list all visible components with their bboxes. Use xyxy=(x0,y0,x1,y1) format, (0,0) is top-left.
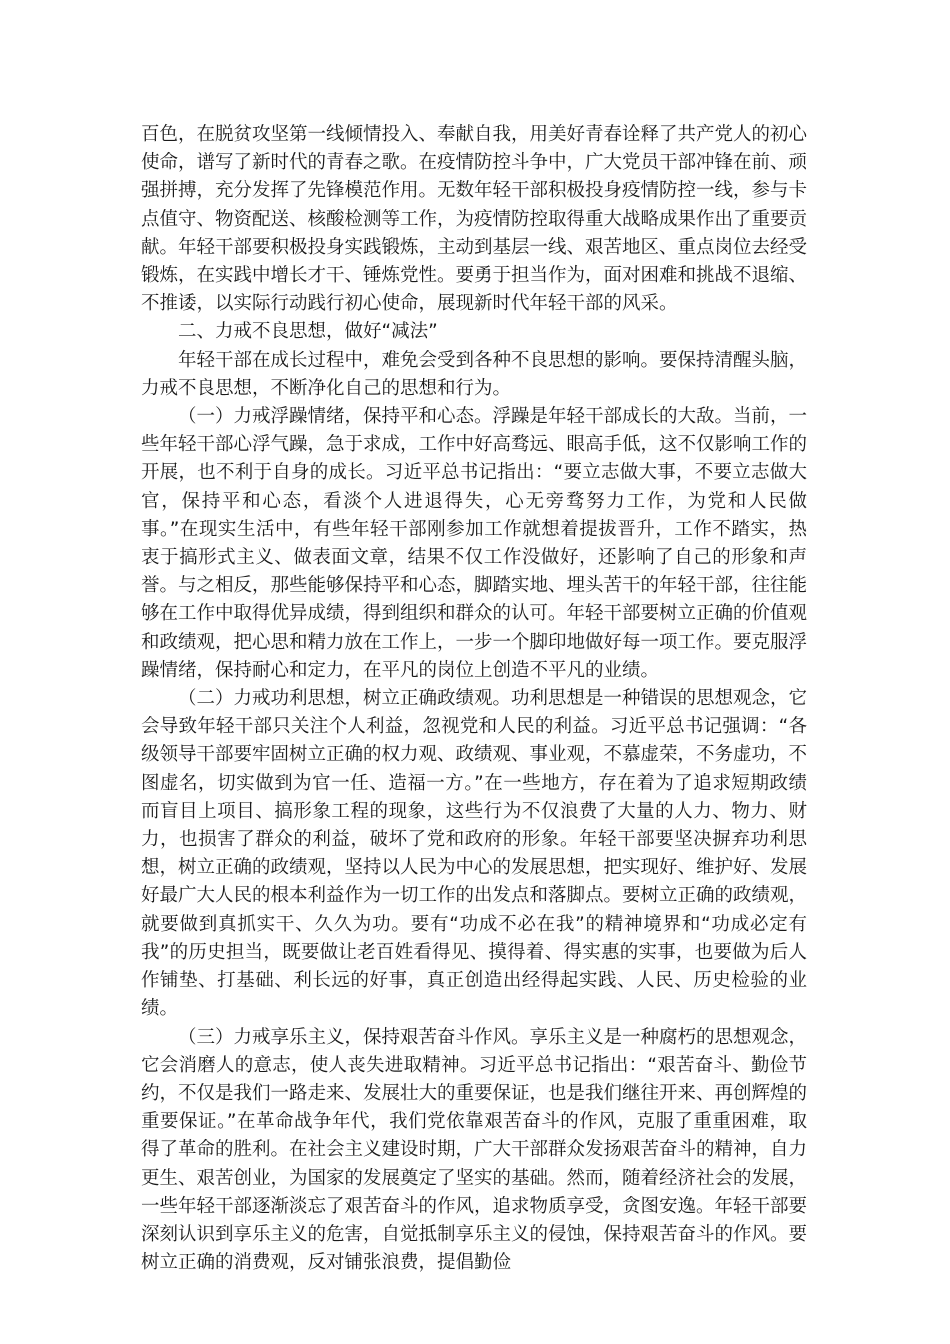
paragraph-item-3: （三）力戒享乐主义，保持艰苦奋斗作风。享乐主义是一种腐朽的思想观念，它会消磨人的意志，使人丧失进取精神。习近平总书记指出：“艰苦奋斗、勤俭节约，不仅是我们一路走来、发展壮大的重要保证，也是我们继往开来、再创辉煌的重要保证。”在革命战争年代，我们党依靠艰苦奋斗的作风，克服了重重困难，取得了革命的胜利。在社会主义建设时期，广大干部群众发扬艰苦奋斗的精神，自力更生、艰苦创业，为国家的发展奠定了坚实的基础。然而，随着经济社会的发展，一些年轻干部逐渐淡忘了艰苦奋斗的作风，追求物质享受，贪图安逸。年轻干部要深刻认识到享乐主义的危害，自觉抵制享乐主义的侵蚀，保持艰苦奋斗的作风。要树立正确的消费观，反对铺张浪费，提倡勤俭 xyxy=(141,1026,808,1274)
paragraph-continuation: 百色，在脱贫攻坚第一线倾情投入、奉献自我，用美好青春诠释了共产党人的初心使命，谱写了新时代的青春之歌。在疫情防控斗争中，广大党员干部冲锋在前、顽强拼搏，充分发挥了先锋模范作用。无数年轻干部积极投身疫情防控一线，参与卡点值守、物资配送、核酸检测等工作，为疫情防控取得重大战略成果作出了重要贡献。年轻干部要积极投身实践锻炼，主动到基层一线、艰苦地区、重点岗位去经受锻炼，在实践中增长才干、锤炼党性。要勇于担当作为，面对困难和挑战不退缩、不推诿，以实际行动践行初心使命，展现新时代年轻干部的风采。 xyxy=(141,124,808,315)
paragraph-intro: 年轻干部在成长过程中，难免会受到各种不良思想的影响。要保持清醒头脑，力戒不良思想，不断净化自己的思想和行为。 xyxy=(141,349,808,399)
section-heading: 二、力戒不良思想，做好“减法” xyxy=(178,321,438,343)
paragraph-item-2: （二）力戒功利思想，树立正确政绩观。功利思想是一种错误的思想观念，它会导致年轻干部只关注个人利益，忽视党和人民的利益。习近平总书记强调：“各级领导干部要牢固树立正确的权力观、政绩观、事业观，不慕虚荣，不务虚功，不图虚名，切实做到为官一任、造福一方。”在一些地方，存在着为了追求短期政绩而盲目上项目、搞形象工程的现象，这些行为不仅浪费了大量的人力、物力、财力，也损害了群众的利益，破坏了党和政府的形象。年轻干部要坚决摒弃功利思想，树立正确的政绩观，坚持以人民为中心的发展思想，把实现好、维护好、发展好最广大人民的根本利益作为一切工作的出发点和落脚点。要树立正确的政绩观，就要做到真抓实干、久久为功。要有“功成不必在我”的精神境界和“功成必定有我”的历史担当，既要做让老百姓看得见、摸得着、得实惠的实事，也要做为后人作铺垫、打基础、利长远的好事，真正创造出经得起实践、人民、历史检验的业绩。 xyxy=(141,688,808,1020)
paragraph-item-1: （一）力戒浮躁情绪，保持平和心态。浮躁是年轻干部成长的大敌。当前，一些年轻干部心浮气躁，急于求成，工作中好高骛远、眼高手低，这不仅影响工作的开展，也不利于自身的成长。习近平总书记指出：“要立志做大事，不要立志做大官，保持平和心态，看淡个人进退得失，心无旁骛努力工作，为党和人民做事。”在现实生活中，有些年轻干部刚参加工作就想着提拔晋升，工作不踏实，热衷于搞形式主义、做表面文章，结果不仅工作没做好，还影响了自己的形象和声誉。与之相反，那些能够保持平和心态，脚踏实地、埋头苦干的年轻干部，往往能够在工作中取得优异成绩，得到组织和群众的认可。年轻干部要树立正确的价值观和政绩观，把心思和精力放在工作上，一步一个脚印地做好每一项工作。要克服浮躁情绪，保持耐心和定力，在平凡的岗位上创造不平凡的业绩。 xyxy=(141,406,808,681)
